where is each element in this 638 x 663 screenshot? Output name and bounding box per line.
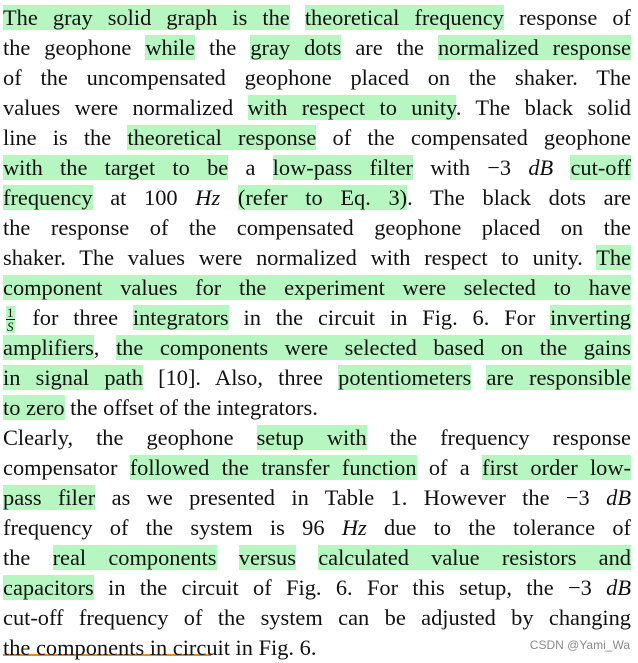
highlighted-text: cut-off: [570, 155, 631, 180]
highlighted-text: amplifiers: [3, 335, 94, 360]
text-run: . The black dots are: [407, 185, 631, 210]
text-run: ,: [93, 335, 116, 360]
paragraph1-line: [3, 303, 631, 333]
fraction-denominator: S: [7, 319, 14, 335]
text-run: of a: [416, 455, 483, 480]
text-run: [217, 545, 239, 570]
text-run: the geophone: [3, 35, 146, 60]
paragraph2-line: [3, 573, 631, 603]
text-run: are the: [341, 35, 438, 60]
paragraph1-line: [3, 363, 631, 393]
paragraph2-line: [3, 513, 631, 543]
highlighted-text: followed the transfer function: [129, 455, 417, 480]
highlighted-text: component values for the experiment were selected to have: [3, 275, 631, 300]
highlighted-text: with respect to unity: [247, 95, 456, 120]
text-run: for three: [17, 305, 133, 330]
text-run: the: [3, 545, 53, 570]
highlighted-text: frequency: [3, 185, 93, 210]
highlighted-text: capacitors: [3, 575, 94, 600]
highlighted-text: first order low-: [482, 455, 631, 480]
paragraph1-line: [3, 273, 631, 303]
highlighted-text: real components: [52, 545, 217, 570]
highlighted-text: inverting: [550, 305, 631, 330]
highlighted-text: to zero: [3, 395, 65, 420]
text-run: [290, 5, 305, 30]
text-run: due to the tolerance of: [366, 515, 631, 540]
highlighted-text: calculated value resistors and: [318, 545, 631, 570]
highlighted-text: The: [596, 245, 631, 270]
paragraph1-line: [3, 213, 631, 243]
paragraph1-line: [3, 123, 631, 153]
highlighted-text: versus: [238, 545, 296, 570]
paragraph1-line: [3, 243, 631, 273]
text-run: Clearly, the geophone: [3, 425, 257, 450]
text-run: cut-off frequency of the system can be adjusted by changing: [3, 605, 631, 630]
paragraph1-line: [3, 393, 631, 423]
paragraph1-line: [3, 3, 631, 33]
math-unit: Hz: [195, 185, 221, 210]
text-run: shaker. The values were normalized with respect to unity.: [3, 245, 597, 270]
paragraph2-line: [3, 483, 631, 513]
text-run: the components in circuit in Fig. 6.: [3, 635, 317, 660]
paragraph1-line: [3, 33, 631, 63]
math-unit: Hz: [341, 515, 367, 540]
paragraph2-line: [3, 633, 631, 663]
text-run: compensator: [3, 455, 130, 480]
highlighted-text: gray dots: [250, 35, 342, 60]
csdn-watermark: CSDN @Yami_Wa: [529, 638, 630, 652]
text-run: [296, 545, 318, 570]
highlighted-text: low-pass filter: [272, 155, 414, 180]
text-run: [10]. Also, three: [142, 365, 339, 390]
highlighted-text: while: [145, 35, 196, 60]
fraction-numerator: 1: [7, 305, 14, 321]
math-unit: dB: [606, 575, 631, 600]
text-run: of the compensated geophone: [316, 125, 631, 150]
paragraph1-line: [3, 183, 631, 213]
math-unit: dB: [528, 155, 554, 180]
text-run: frequency of the system is 96: [3, 515, 342, 540]
paragraph2-line: [3, 543, 631, 573]
highlighted-text: integrators: [132, 305, 229, 330]
text-run: in the circuit of Fig. 6. For this setup, the −3: [93, 575, 607, 600]
text-run: response of: [503, 5, 631, 30]
text-run: of the uncompensated geophone placed on the shaker. The: [3, 65, 631, 90]
paragraph1-line: [3, 63, 631, 93]
highlighted-text: the components were selected based on the gains: [115, 335, 631, 360]
highlighted-text: potentiometers: [338, 365, 472, 390]
text-run: at 100: [92, 185, 196, 210]
math-unit: dB: [606, 485, 631, 510]
text-run: the response of the compensated geophone placed on the: [3, 215, 631, 240]
text-run: . The black solid: [455, 95, 631, 120]
highlighted-text: in signal path: [3, 365, 143, 390]
highlighted-text: with the target to be: [3, 155, 229, 180]
text-run: the offset of the integrators.: [64, 395, 318, 420]
text-run: [471, 365, 486, 390]
highlighted-text: theoretical frequency: [304, 5, 504, 30]
paragraph1-line: [3, 333, 631, 363]
highlighted-text: are responsible: [486, 365, 631, 390]
fraction: [6, 306, 15, 333]
highlighted-text: pass filer: [3, 485, 96, 510]
text-run: with −3: [413, 155, 529, 180]
text-run: the frequency response: [366, 425, 631, 450]
text-run: the: [195, 35, 251, 60]
text-run: in the circuit in Fig. 6. For: [228, 305, 551, 330]
text-run: line is the: [3, 125, 128, 150]
highlighted-text: The gray solid graph is the: [3, 5, 290, 30]
text-run: values were normalized: [3, 95, 248, 120]
text-run: [220, 185, 238, 210]
text-run: a: [228, 155, 273, 180]
highlighted-text: (refer to Eq. 3): [237, 185, 408, 210]
paragraph2-line: [3, 603, 631, 633]
highlighted-text: setup with: [256, 425, 367, 450]
text-run: [553, 155, 570, 180]
highlighted-text: theoretical response: [127, 125, 317, 150]
paragraph1-line: [3, 153, 631, 183]
paragraph2-line: [3, 453, 631, 483]
highlighted-text: normalized response: [437, 35, 631, 60]
paragraph1-line: [3, 93, 631, 123]
text-run: as we presented in Table 1. However the −3: [95, 485, 607, 510]
paragraph2-line: [3, 423, 631, 453]
